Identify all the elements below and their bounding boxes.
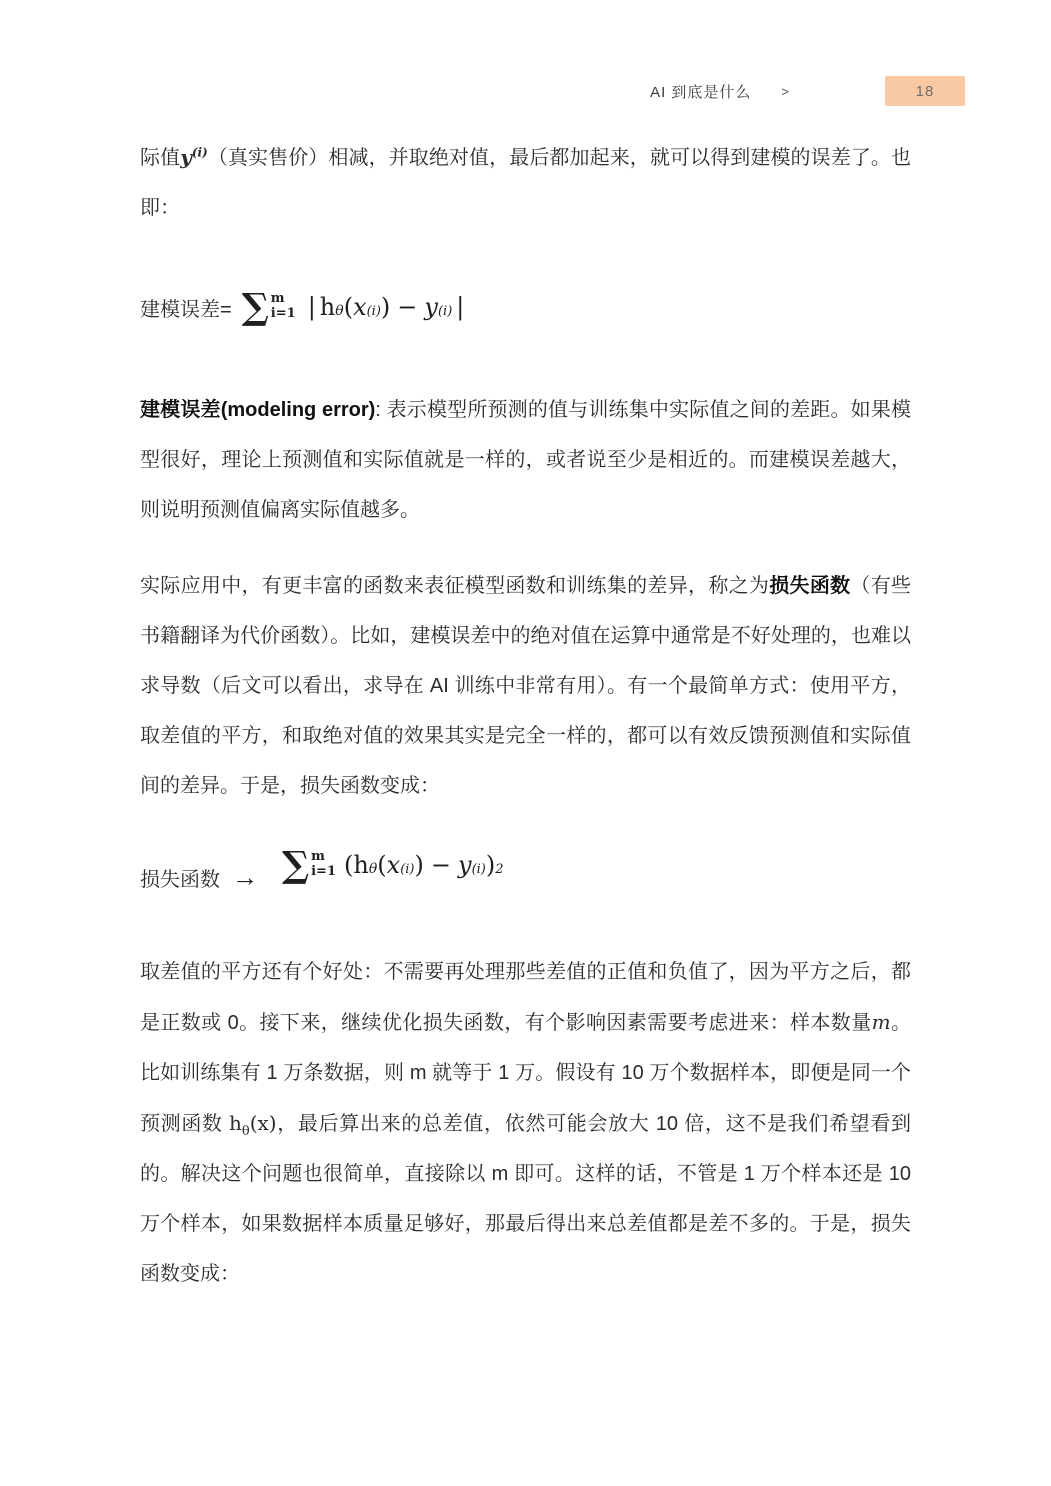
sum-limits: [311, 850, 336, 880]
formula-math: [282, 844, 504, 886]
math-var-y: y: [458, 851, 472, 879]
math-var-x: x: [386, 851, 401, 879]
math-inline-y: [180, 145, 208, 169]
header-title: AI 到底是什么: [650, 83, 752, 101]
text-run: （有些书籍翻译为代价函数）。比如，建模误差中的绝对值在运算中通常是不好处理的，也难以求导数（后文可以看出，求导在 AI 训练中非常有用）。有一个最简单方式：使用平方，取差值的平方，和取绝对值的效果其实是完全一样的，都可以有效反馈预测值和实际值间的差异。于是，损失函数变成：: [140, 575, 912, 797]
page-number-badge: 18: [885, 76, 965, 106]
sum-symbol: ∑: [282, 844, 310, 886]
paragraph-4: [140, 947, 911, 1299]
paren-open-inner: (: [377, 851, 387, 879]
text-run: ，最后算出来的总差值，依然可能会放大 10 倍，这不是我们希望看到的。解决这个问题也很简单，直接除以 m 即可。这样的话，不管是 1 万个样本还是 10 万个样本，如果数据样本质量足够好，那最后得出来总差值都是差不多的。于是，损失函数变成：: [140, 1113, 912, 1285]
paren-open: (: [343, 293, 354, 321]
text-run: 际值: [140, 147, 181, 169]
page-body: [0, 106, 1051, 1369]
math-var-h: h: [228, 1111, 242, 1135]
text-run: 实际应用中，有更丰富的函数来表征模型函数和训练集的差异，称之为: [140, 575, 770, 597]
formula-label: 建模误差=: [140, 298, 232, 321]
math-paren-x: (x): [249, 1111, 277, 1135]
math-inline-h-theta-x: [228, 1111, 277, 1139]
abs-bar-left: |: [307, 293, 316, 321]
sum-lower-limit: i=1: [311, 864, 336, 879]
sum-upper-limit: m: [270, 291, 285, 307]
sum-upper-limit: m: [311, 849, 325, 865]
math-superscript-i: (i): [191, 145, 208, 160]
text-run: 。比如训练集有 1 万条数据，则 m 就等于 1 万。假设有 10 万个数据样本，即便是同一个预测函数: [140, 1012, 911, 1135]
abs-bar-right: |: [456, 293, 465, 321]
math-var-h: h: [353, 851, 369, 879]
page-header: [0, 0, 1051, 106]
sum-limits: [271, 292, 296, 322]
paragraph-2: [140, 385, 911, 535]
minus-operator: −: [397, 293, 418, 321]
formula-label: 损失函数: [140, 868, 220, 891]
formula-body: ( h θ ( x (i) ) − y (i) ) 2: [344, 851, 504, 879]
math-var-y: y: [180, 145, 192, 169]
paren-close: ): [380, 293, 391, 321]
bold-term-loss-function: 损失函数: [769, 575, 851, 597]
math-var-m: m: [871, 1010, 891, 1034]
formula-modeling-error: [140, 286, 911, 328]
paren-close-inner: ): [414, 851, 424, 879]
text-run: : 表示模型所预测的值与训练集中实际值之间的差距。如果模型很好，理论上预测值和实际值就是一样的，或者说至少是相近的。而建模误差越大，则说明预测值偏离实际值越多。: [140, 399, 911, 521]
text-run: （真实售价）相减，并取绝对值，最后都加起来，就可以得到建模的误差了。也即：: [140, 147, 912, 219]
chevron-right-icon: >: [781, 83, 789, 99]
math-var-x: x: [353, 293, 367, 321]
formula-loss-function: [140, 844, 911, 895]
math-sub-theta: θ: [241, 1124, 250, 1139]
paren-close-outer: ): [485, 851, 496, 879]
bold-term-modeling-error: 建模误差(modeling error): [140, 399, 376, 421]
paren-open-outer: (: [344, 851, 354, 879]
paragraph-1: [140, 132, 911, 233]
math-var-h: h: [319, 293, 336, 321]
sum-symbol: ∑: [241, 286, 269, 328]
right-arrow-icon: →: [232, 861, 258, 892]
minus-operator: −: [430, 851, 451, 879]
math-var-y: y: [424, 293, 438, 321]
paragraph-3: [140, 561, 911, 811]
formula-body: | h θ ( x (i) ) − y (i) |: [304, 293, 469, 321]
text-run: 取差值的平方还有个好处：不需要再处理那些差值的正值和负值了，因为平方之后，都是正数或 0。接下来，继续优化损失函数，有个影响因素需要考虑进来：样本数量: [140, 961, 911, 1034]
formula-math: [241, 286, 469, 328]
sum-lower-limit: i=1: [270, 306, 296, 321]
